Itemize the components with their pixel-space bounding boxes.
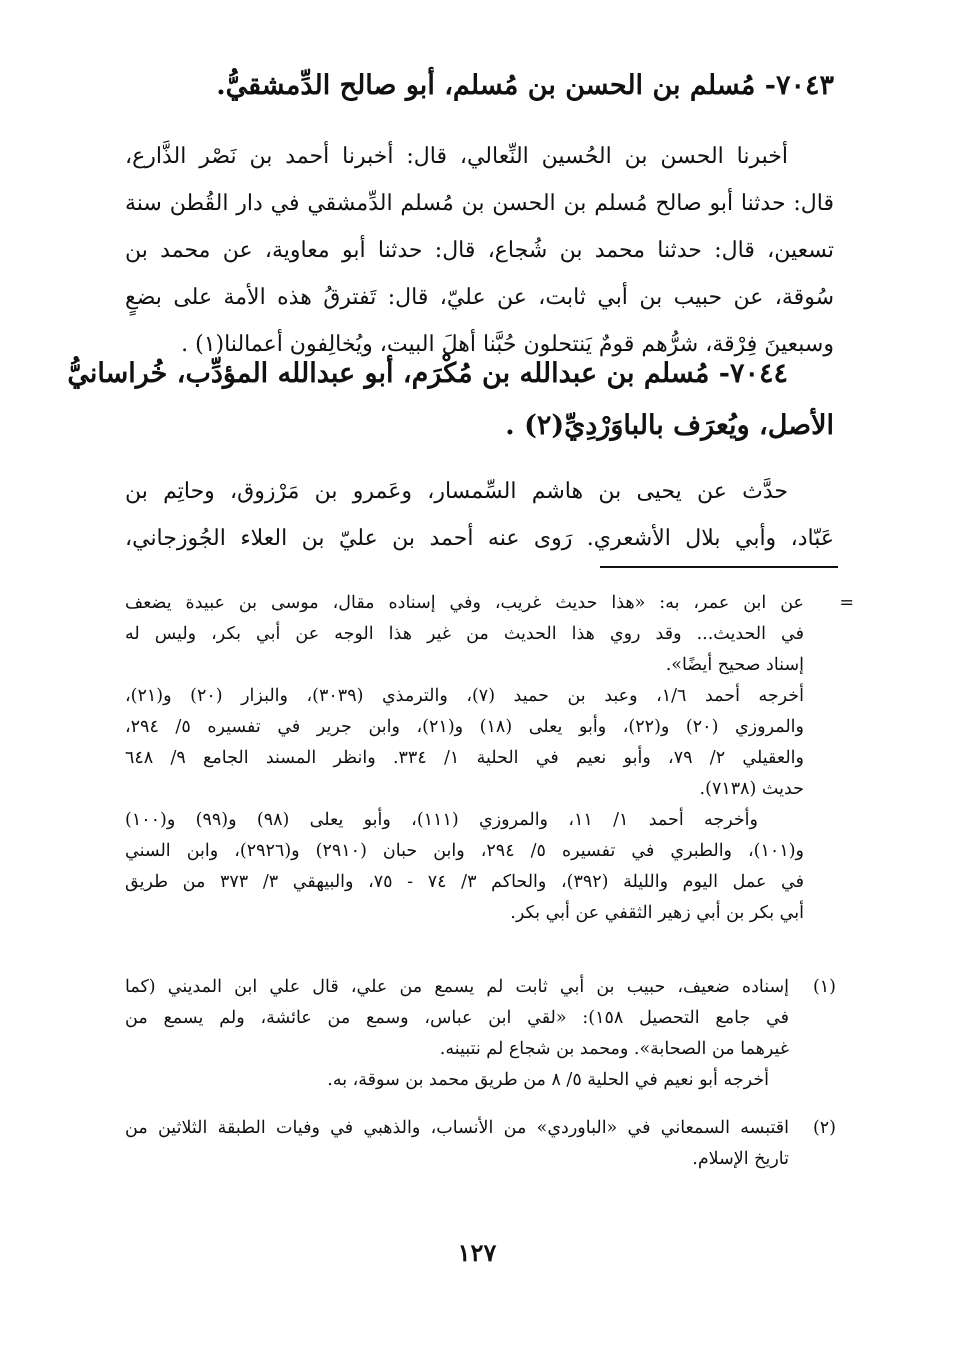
page-number: ١٢٧ <box>457 1238 497 1267</box>
footnote-line: أخرجه أحمد ١/٦، وعبد بن حميد (٧)، والترمذي (٣٠٣٩)، والبزار (٢٠) و(٢١)، <box>125 686 804 706</box>
body-line: تسعين، قال: حدثنا محمد بن شُجاع، قال: حدثنا أبو معاوية، عن محمد بن <box>125 238 834 263</box>
body-line: حدَّث عن يحيى بن هاشم السِّمسار، وعَمرو بن مَرْزوق، وحاتِم بن <box>125 479 788 504</box>
footnote-line: اقتبسه السمعاني في «الباوردي» من الأنساب، والذهبي في وفيات الطبقة الثلاثين من <box>125 1118 789 1138</box>
footnote-line: وأخرجه أحمد ١/ ١١، والمروزي (١١١)، وأبو يعلى (٩٨) و(٩٩) و(١٠٠) <box>125 810 758 830</box>
entry-7044-title-continued: الأصل، ويُعرَف بالباوَرْدِيِّ(٢) . <box>505 410 834 441</box>
footnote-line: و(١٠١)، والطبري في تفسيره ٥/ ٢٩٤، وابن حبان (٢٩١٠) و(٢٩٢٦)، وابن السني <box>125 841 804 861</box>
body-line: سُوقة، عن حبيب بن أبي ثابت، عن عليّ، قال: تَفترقُ هذه الأمة على بضعٍ <box>125 285 834 310</box>
entry-7044-title: ٧٠٤٤- مُسلم بن عبدالله بن مُكْرَم، أبو عبدالله المؤدِّب، خُراسانيُّ <box>67 358 788 389</box>
body-line: أخبرنا الحسن بن الحُسين النِّعالي، قال: أخبرنا أحمد بن نَصْر الذَّارع، <box>125 144 788 169</box>
footnote-line: إسناد صحيح أيضًا». <box>665 655 804 675</box>
footnote-continuation <box>125 588 804 929</box>
footnote-line: تاريخ الإسلام. <box>692 1149 789 1169</box>
footnote-line: عن ابن عمر، به: «هذا حديث غريب، وفي إسناده مقال، موسى بن عبيدة يضعف <box>125 593 804 613</box>
entry-7043-title: ٧٠٤٣- مُسلم بن الحسن بن مُسلم، أبو صالح الدِّمشقيُّ. <box>216 70 834 101</box>
footnote-line: والعقيلي ٢/ ٧٩، وأبو نعيم في الحلية ١/ ٣٣٤. وانظر المسند الجامع ٩/ ٦٤٨ <box>125 748 804 768</box>
footnote-line: في الحديث... وقد روي هذا الحديث من غير هذا الوجه عن أبي بكر، وليس له <box>125 624 804 644</box>
body-line: وسبعينَ فِرْقة، شرُّهم قومٌ يَنتحلون حُبَّنا أهلَ البيت، ويُخالِفون أعمالنا(١) . <box>181 332 834 357</box>
footnote-2 <box>125 1113 789 1175</box>
footnote-line: حديث (٧١٣٨). <box>699 779 804 799</box>
entry-7043-body <box>125 133 834 368</box>
footnote-line: أخرجه أبو نعيم في الحلية ٥/ ٨ من طريق محمد بن سوقة، به. <box>327 1070 769 1090</box>
footnote-line: أبي بكر بن أبي زهير الثقفي عن أبي بكر. <box>510 903 804 923</box>
body-line: قال: حدثنا أبو صالح مُسلم بن الحسن بن مُسلم الدِّمشقي في دار القُطن سنة <box>125 191 834 216</box>
footnote-separator <box>600 566 838 568</box>
footnote-line: في جامع التحصيل ١٥٨): «لقي ابن عباس، وسمع من عائشة، ولم يسمع من <box>125 1008 789 1028</box>
entry-7044-body <box>125 468 834 562</box>
body-line: عَبّاد، وأبي بلال الأشعري. رَوى عنه أحمد بن عليّ بن العلاء الجُوزجاني، <box>125 526 834 551</box>
footnote-line: في عمل اليوم والليلة (٣٩٢)، والحاكم ٣/ ٧٤ - ٧٥، والبيهقي ٣/ ٣٧٣ من طريق <box>125 872 805 892</box>
footnote-2-number: (٢) <box>812 1118 836 1138</box>
footnote-1 <box>125 972 789 1096</box>
continuation-mark: = <box>839 593 854 613</box>
footnote-1-number: (١) <box>812 977 836 997</box>
footnote-line: غيرهما من الصحابة». ومحمد بن شجاع لم نتبينه. <box>439 1039 789 1059</box>
footnote-line: إسناده ضعيف، حبيب بن أبي ثابت لم يسمع من علي، قال علي ابن المديني (كما <box>125 977 789 997</box>
footnote-line: والمروزي (٢٠) و(٢٢)، وأبو يعلى (١٨) و(٢١)، وابن جرير في تفسيره ٥/ ٢٩٤، <box>125 717 804 737</box>
